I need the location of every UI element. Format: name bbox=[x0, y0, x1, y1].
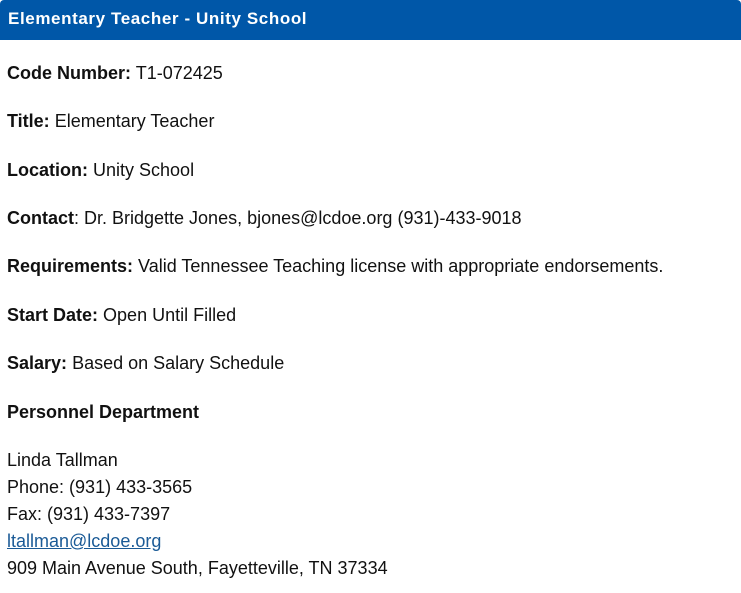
requirements-row bbox=[7, 253, 663, 280]
requirements-value: Valid Tennessee Teaching license with appropriate endorsements. bbox=[138, 256, 664, 276]
start-date-value: Open Until Filled bbox=[103, 305, 237, 325]
code-number-value: T1-072425 bbox=[135, 63, 223, 83]
start-date-label: Start Date: bbox=[7, 305, 99, 325]
requirements-label: Requirements: bbox=[7, 256, 134, 276]
salary-value: Based on Salary Schedule bbox=[72, 353, 285, 373]
page-title: Elementary Teacher - Unity School bbox=[8, 9, 308, 28]
personnel-phone: Phone: (931) 433-3565 bbox=[7, 477, 193, 497]
salary-label: Salary: bbox=[7, 353, 68, 373]
location-value: Unity School bbox=[93, 160, 195, 180]
personnel-email-link[interactable]: ltallman@lcdoe.org bbox=[7, 531, 162, 551]
title-label: Title: bbox=[7, 111, 50, 131]
job-title-header bbox=[0, 0, 741, 40]
personnel-fax: Fax: (931) 433-7397 bbox=[7, 504, 171, 524]
title-value: Elementary Teacher bbox=[54, 111, 215, 131]
code-number-label: Code Number: bbox=[7, 63, 132, 83]
location-row bbox=[7, 157, 194, 184]
salary-row bbox=[7, 350, 284, 377]
code-number-row bbox=[7, 60, 223, 87]
contact-label: Contact bbox=[7, 208, 74, 228]
contact-value: : Dr. Bridgette Jones, bjones@lcdoe.org (931)-433-9018 bbox=[74, 208, 522, 228]
personnel-name: Linda Tallman bbox=[7, 450, 118, 470]
location-label: Location: bbox=[7, 160, 88, 180]
start-date-row bbox=[7, 302, 236, 329]
contact-row bbox=[7, 205, 522, 232]
personnel-heading: Personnel Department bbox=[7, 402, 200, 422]
title-row bbox=[7, 108, 214, 135]
personnel-address: 909 Main Avenue South, Fayetteville, TN 37334 bbox=[7, 558, 388, 578]
